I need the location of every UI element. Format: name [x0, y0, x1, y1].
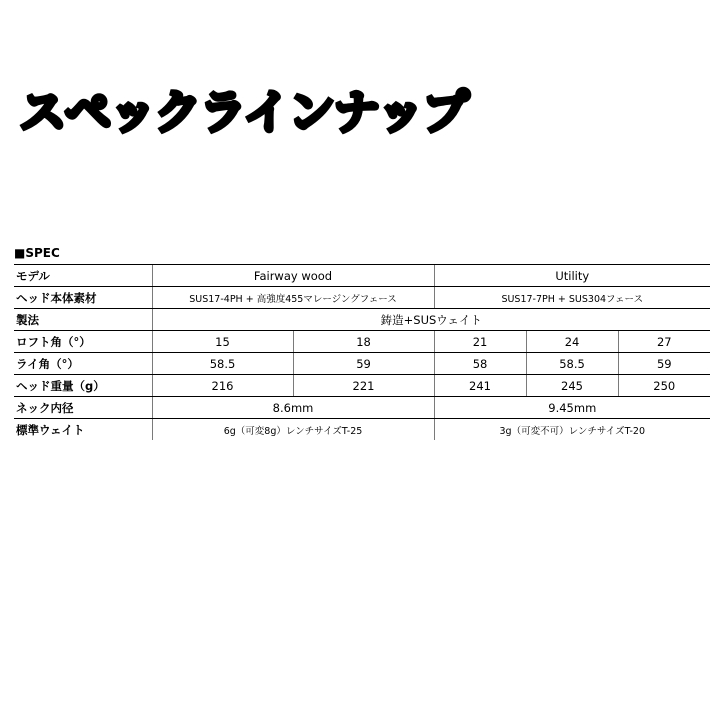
row-label: 標準ウェイト	[14, 419, 152, 441]
table-row-method	[14, 309, 710, 331]
row-label: ロフト角（°）	[14, 331, 152, 353]
page-title-text: スペックラインナップ	[20, 85, 468, 139]
model-utility-cell: Utility	[434, 265, 710, 287]
weight-utility-cell: 3g（可変不可）レンチサイズT-20	[434, 419, 710, 441]
row-label: モデル	[14, 265, 152, 287]
table-cell: 221	[293, 375, 434, 397]
table-cell: 58.5	[152, 353, 293, 375]
weight-fairway-cell: 6g（可変8g）レンチサイズT-25	[152, 419, 434, 441]
material-fairway-cell: SUS17-4PH + 高強度455マレージングフェース	[152, 287, 434, 309]
model-fairway-cell: Fairway wood	[152, 265, 434, 287]
row-label: 製法	[14, 309, 152, 331]
table-row-standard-weight	[14, 419, 710, 441]
table-cell: 216	[152, 375, 293, 397]
table-cell: 18	[293, 331, 434, 353]
table-cell: 24	[526, 331, 618, 353]
neck-utility-cell: 9.45mm	[434, 397, 710, 419]
table-cell: 58.5	[526, 353, 618, 375]
table-cell: 15	[152, 331, 293, 353]
neck-fairway-cell: 8.6mm	[152, 397, 434, 419]
table-row-head-material	[14, 287, 710, 309]
table-row-lie	[14, 353, 710, 375]
row-label: ネック内径	[14, 397, 152, 419]
table-cell: 21	[434, 331, 526, 353]
row-label: ヘッド本体素材	[14, 287, 152, 309]
table-row-loft	[14, 331, 710, 353]
table-row-neck-diameter	[14, 397, 710, 419]
table-row-model	[14, 265, 710, 287]
table-row-head-weight	[14, 375, 710, 397]
table-cell: 59	[618, 353, 710, 375]
material-utility-cell: SUS17-7PH + SUS304フェース	[434, 287, 710, 309]
spec-table	[14, 264, 710, 440]
row-label: ライ角（°）	[14, 353, 152, 375]
table-cell: 250	[618, 375, 710, 397]
table-cell: 58	[434, 353, 526, 375]
table-cell: 241	[434, 375, 526, 397]
table-cell: 27	[618, 331, 710, 353]
spec-heading: ■SPEC	[14, 246, 60, 260]
row-label: ヘッド重量（g）	[14, 375, 152, 397]
table-cell: 245	[526, 375, 618, 397]
method-cell: 鋳造+SUSウェイト	[152, 309, 710, 331]
page-title	[20, 76, 468, 142]
table-cell: 59	[293, 353, 434, 375]
